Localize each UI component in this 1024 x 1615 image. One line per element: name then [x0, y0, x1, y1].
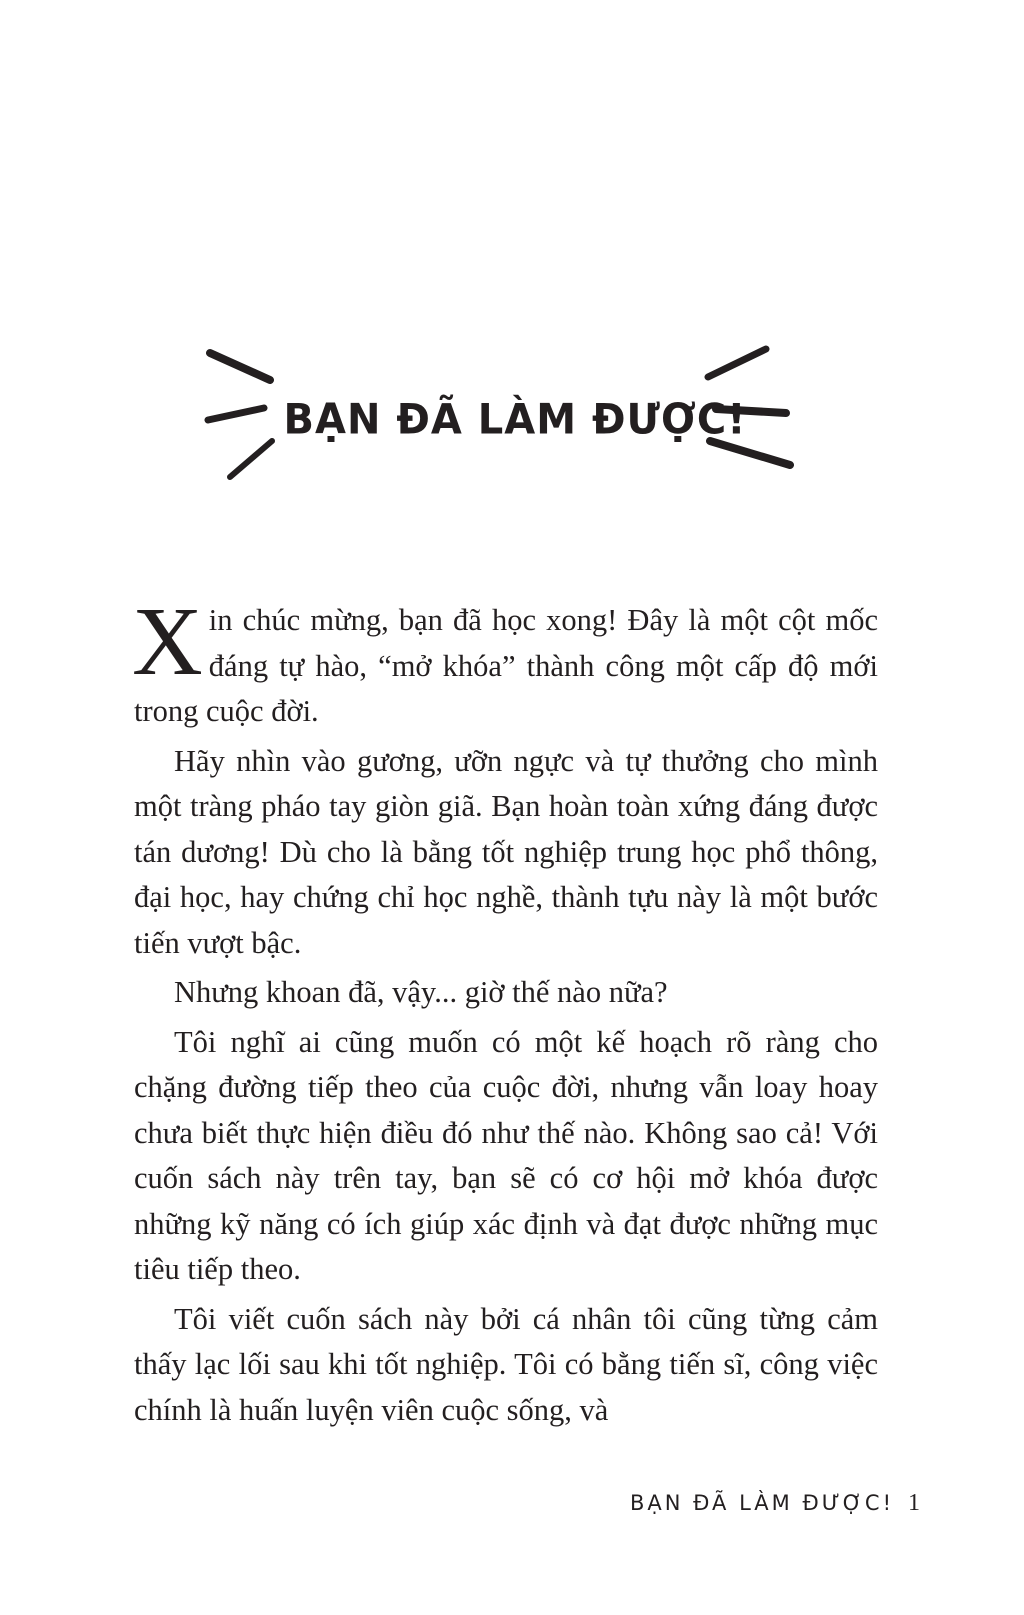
paragraph-1-text: in chúc mừng, bạn đã học xong! Đây là một cột mốc đáng tự hào, “mở khóa” thành công một cấp độ mới trong cuộc đời. — [134, 603, 878, 728]
chapter-header — [200, 345, 824, 495]
chapter-title: BẠN ĐÃ LÀM ĐƯỢC! — [283, 395, 747, 445]
paragraph-1 — [132, 588, 878, 735]
paragraph-5: Tôi viết cuốn sách này bởi cá nhân tôi cũng từng cảm thấy lạc lối sau khi tốt nghiệp. Tôi có bằng tiến sĩ, công việc chính là huấn luyện viên cuộc sống, và — [134, 1301, 878, 1427]
right-brush-stroke-top — [708, 349, 766, 377]
paragraph-3: Nhưng khoan đã, vậy... giờ thế nào nữa? — [174, 975, 668, 1009]
left-brush-stroke-bottom — [230, 441, 272, 477]
body-text — [132, 588, 878, 1437]
running-head: BẠN ĐÃ LÀM ĐƯỢC! — [630, 1491, 894, 1515]
paragraph-4: Tôi nghĩ ai cũng muốn có một kế hoạch rõ ràng cho chặng đường tiếp theo của cuộc đời, nhưng vẫn loay hoay chưa biết thực hiện điều đó như thế nào. Không sao cả! Với cuốn sách này trên tay, bạn sẽ có cơ hội mở khóa được những kỹ năng có ích giúp xác định và đạt được những mục tiêu tiếp theo. — [134, 1024, 878, 1286]
drop-cap: X — [132, 588, 203, 696]
paragraph-2: Hãy nhìn vào gương, ưỡn ngực và tự thưởng cho mình một tràng pháo tay giòn giã. Bạn hoàn toàn xứng đáng được tán dương! Dù cho là bằng tốt nghiệp trung học phổ thông, đại học, hay chứng chỉ học nghề, thành tựu này là một bước tiến vượt bậc. — [134, 743, 878, 960]
right-brush-stroke-bottom — [710, 441, 790, 465]
left-brush-stroke-middle — [208, 408, 264, 420]
left-brush-stroke-top — [210, 353, 270, 380]
page-footer — [560, 1490, 920, 1517]
page-number: 1 — [908, 1490, 920, 1516]
